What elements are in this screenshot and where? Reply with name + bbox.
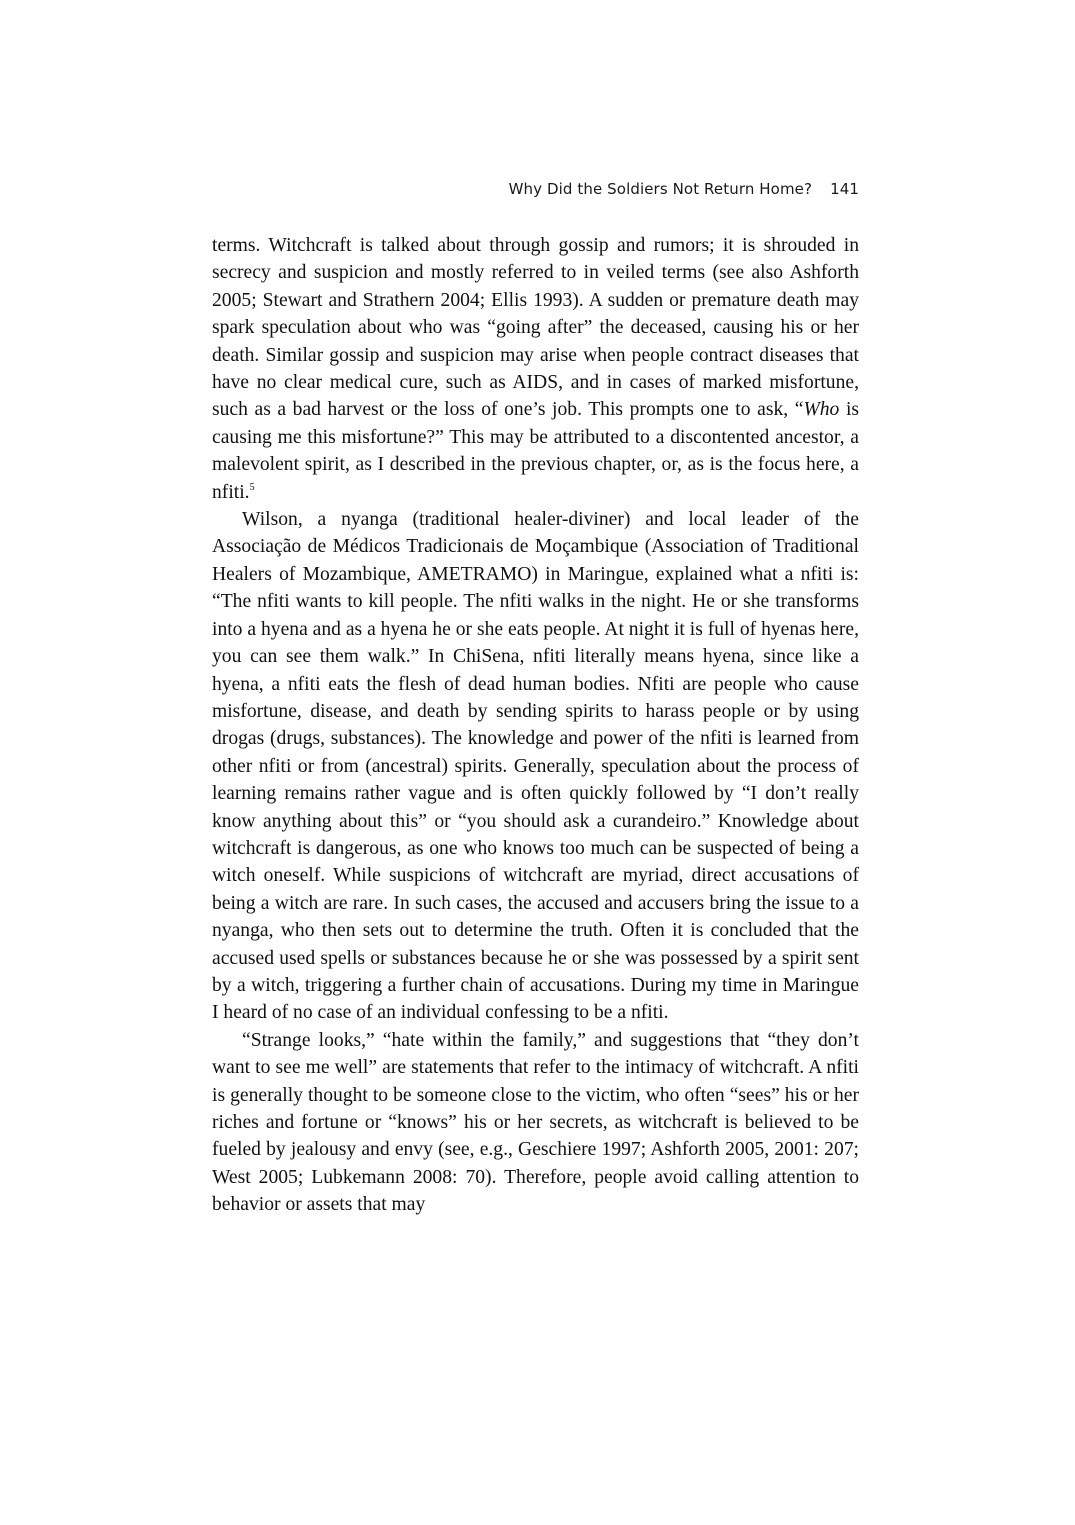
paragraph-1 <box>212 232 859 506</box>
page-number: 141 <box>830 180 859 198</box>
running-title: Why Did the Soldiers Not Return Home? <box>508 180 813 198</box>
body-text <box>212 232 859 1219</box>
running-header <box>212 180 859 198</box>
footnote-marker[interactable]: 5 <box>249 481 255 493</box>
paragraph-2: Wilson, a nyanga (traditional healer-diviner) and local leader of the Associação de Médicos Tradicionais de Moçambique (Association of Traditional Healers of Mozambique, AMETRAMO) in Maringue, explained what a nfiti is: “The nfiti wants to kill people. The nfiti walks in the night. He or she transforms into a hyena and as a hyena he or she eats people. At night it is full of hyenas here, you can see them walk.” In ChiSena, nfiti literally means hyena, since like a hyena, a nfiti eats the flesh of dead human bodies. Nfiti are people who cause misfortune, disease, and death by sending spirits to harass people or by using drogas (drugs, substances). The knowledge and power of the nfiti is learned from other nfiti or from (ancestral) spirits. Generally, speculation about the process of learning remains rather vague and is often quickly followed by “I don’t really know anything about this” or “you should ask a curandeiro.” Knowledge about witchcraft is dangerous, as one who knows too much can be suspected of being a witch oneself. While suspicions of witchcraft are myriad, direct accusations of being a witch are rare. In such cases, the accused and accusers bring the issue to a nyanga, who then sets out to determine the truth. Often it is concluded that the accused used spells or substances because he or she was possessed by a spirit sent by a witch, triggering a further chain of accusations. During my time in Maringue I heard of no case of an individual confessing to be a nfiti. <box>212 509 859 1024</box>
paragraph-1-text-a: terms. Witchcraft is talked about through gossip and rumors; it is shrouded in secrecy and suspicion and mostly referred to in veiled terms (see also Ashforth 2005; Stewart and Strathern 2004; Ellis 1993). A sudden or premature death may spark speculation about who was “going after” the deceased, causing his or her death. Similar gossip and suspicion may arise when people contract diseases that have no clear medical cure, such as AIDS, and in cases of marked misfortune, such as a bad harvest or the loss of one’s job. This prompts one to ask, “ <box>212 235 859 421</box>
paragraph-3: “Strange looks,” “hate within the family,” and suggestions that “they don’t want to see me well” are statements that refer to the intimacy of witchcraft. A nfiti is generally thought to be someone close to the victim, who often “sees” his or her riches and fortune or “knows” his or her secrets, as witchcraft is believed to be fueled by jealousy and envy (see, e.g., Geschiere 1997; Ashforth 2005, 2001: 207; West 2005; Lubkemann 2008: 70). Therefore, people avoid calling attention to behavior or assets that may <box>212 1029 859 1216</box>
paragraph-1-italic: Who <box>803 399 840 421</box>
paragraph-1-text-b: is causing me this misfortune?” This may be attributed to a discontented ancestor, a malevolent spirit, as I described in the previous chapter, or, as is the focus here, a nfiti. <box>212 399 860 503</box>
